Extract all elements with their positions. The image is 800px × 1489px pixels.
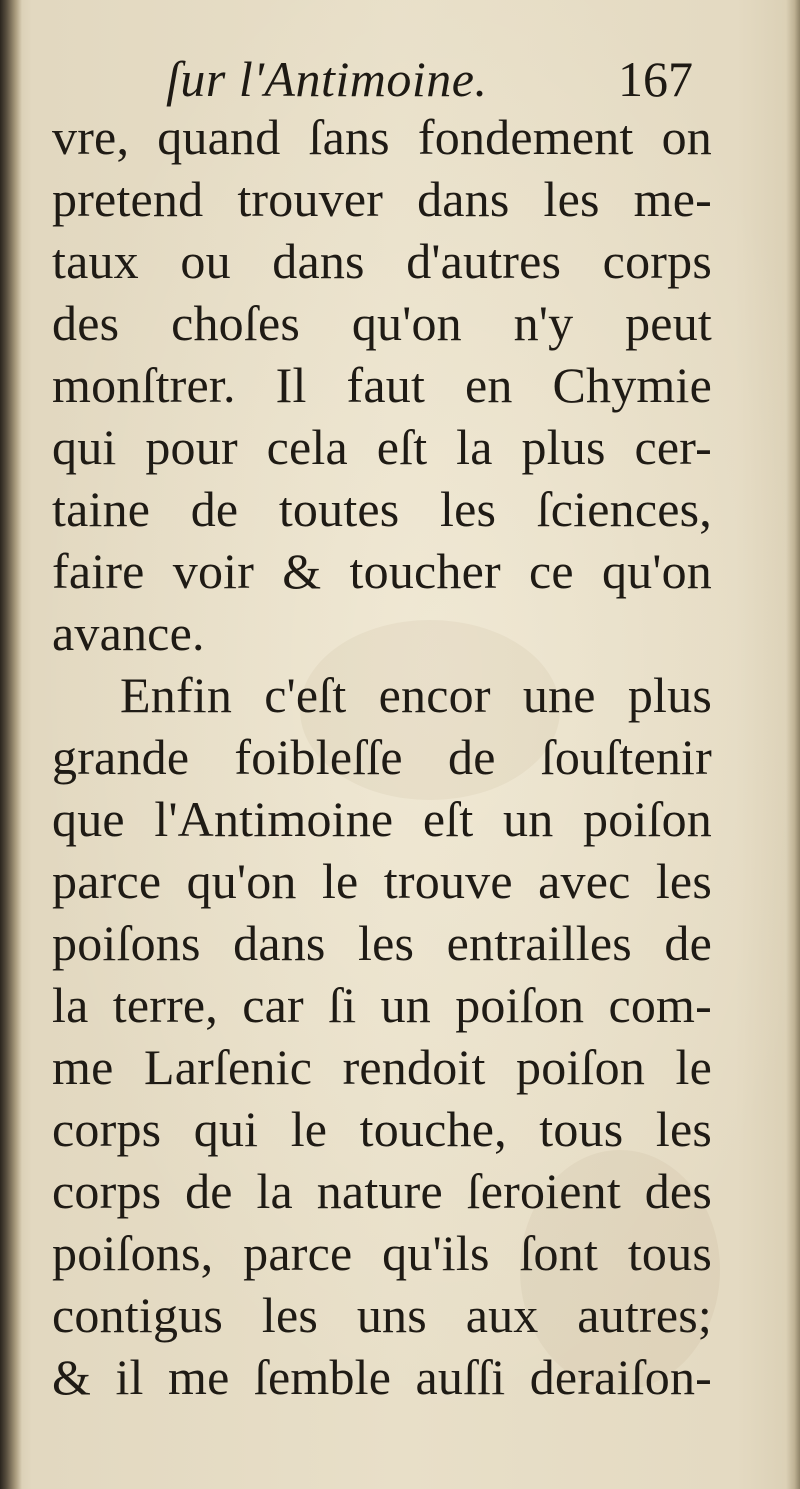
text-line: parce qu'on le trouve avec les (52, 853, 712, 909)
text-line: vre, quand ſans fondement on (52, 109, 712, 165)
text-line: taine de toutes les ſciences, (52, 481, 712, 537)
text-line: contigus les uns aux autres; (52, 1287, 712, 1343)
paragraph-start-line: Enfin c'eſt encor une plus (120, 667, 712, 723)
text-line: qui pour cela eſt la plus cer- (52, 419, 712, 475)
text-line: des choſes qu'on n'y peut (52, 295, 712, 351)
binding-edge (0, 0, 22, 1489)
text-line: monſtrer. Il faut en Chymie (52, 357, 712, 413)
text-line: la terre, car ſi un poiſon com- (52, 977, 712, 1033)
text-line: que l'Antimoine eſt un poiſon (52, 791, 712, 847)
text-line: taux ou dans d'autres corps (52, 233, 712, 289)
text-line: me Larſenic rendoit poiſon le (52, 1039, 712, 1095)
page-edge (786, 0, 800, 1489)
running-title: ſur l'Antimoine. (166, 51, 488, 107)
page-number: 167 (618, 51, 693, 107)
text-line: & il me ſemble auſſi deraiſon- (52, 1349, 712, 1405)
text-line: grande foibleſſe de ſouſtenir (52, 729, 712, 785)
text-line: faire voir & toucher ce qu'on (52, 543, 712, 599)
text-line: poiſons dans les entrailles de (52, 915, 712, 971)
text-line: poiſons, parce qu'ils ſont tous (52, 1225, 712, 1281)
running-head (58, 40, 698, 110)
body-text (52, 106, 712, 1408)
text-line: corps de la nature ſeroient des (52, 1163, 712, 1219)
text-line: pretend trouver dans les me- (52, 171, 712, 227)
text-line: avance. (52, 605, 205, 661)
text-line: corps qui le touche, tous les (52, 1101, 712, 1157)
